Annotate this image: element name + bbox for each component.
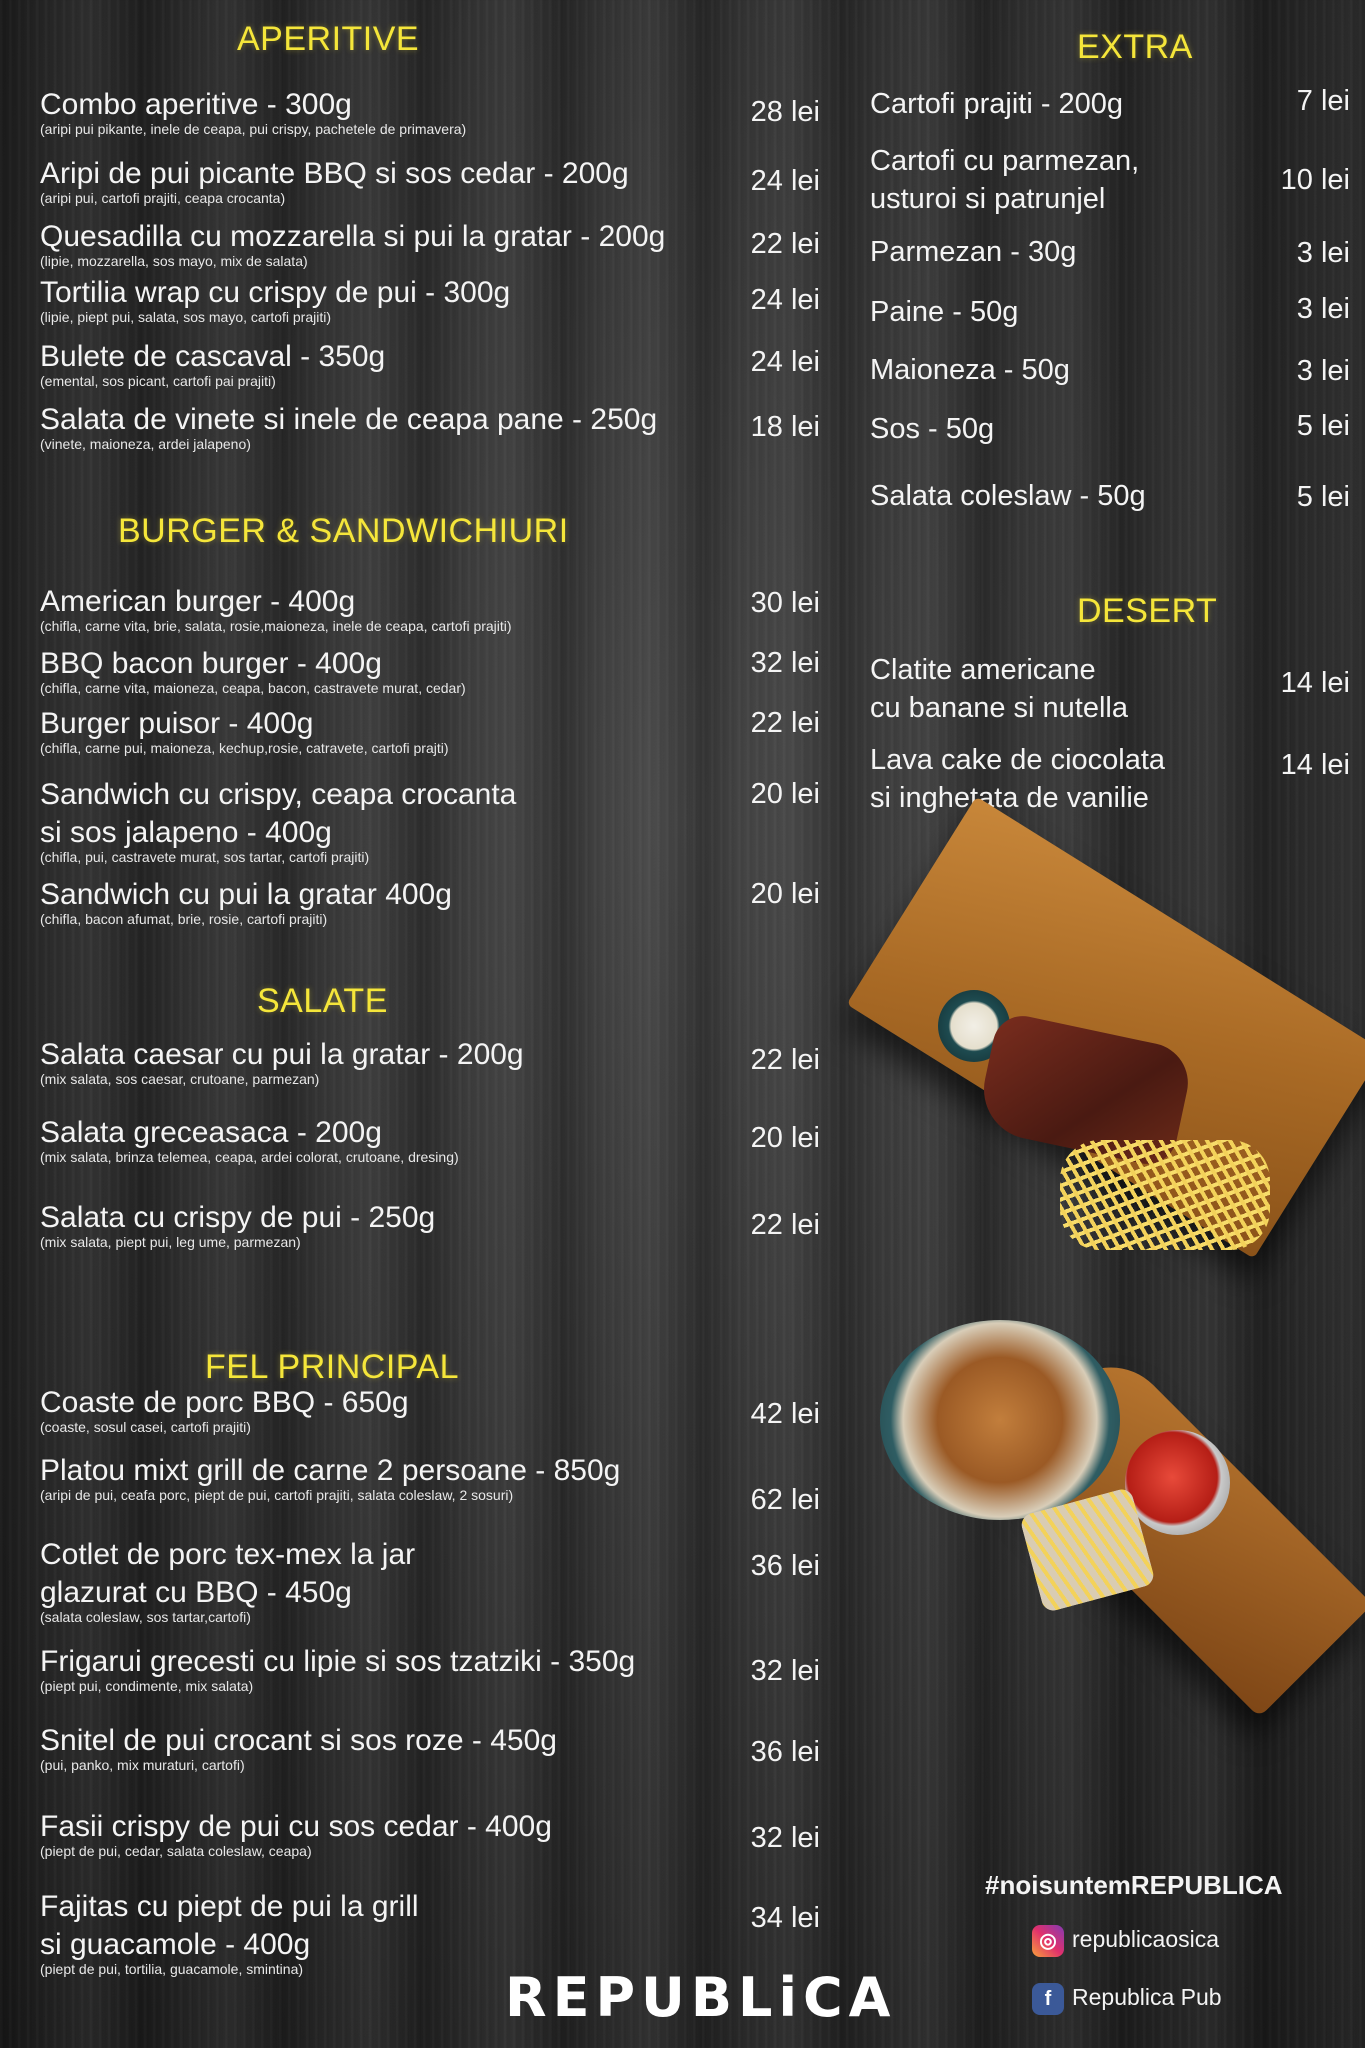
item-price: 42 lei: [750, 1398, 820, 1430]
item-price: 7 lei: [1296, 85, 1350, 117]
item-price: 10 lei: [1280, 164, 1350, 196]
menu-item: [40, 1384, 820, 1435]
item-name: Aripi de pui picante BBQ si sos cedar - 200g: [40, 157, 629, 190]
item-price: 24 lei: [750, 165, 820, 197]
menu-item: [40, 401, 820, 452]
item-price: 5 lei: [1296, 410, 1350, 442]
item-name: Sos - 50g: [870, 413, 995, 445]
item-name: BBQ bacon burger - 400g: [40, 647, 382, 680]
item-name: Sandwich cu pui la gratar 400g: [40, 878, 452, 911]
item-name: Cartofi cu parmezan, usturoi si patrunjel: [870, 145, 1140, 215]
item-name: Salata de vinete si inele de ceapa pane - 250g: [40, 403, 658, 436]
menu-item: [870, 85, 1350, 123]
item-name: Fajitas cu piept de pui la grill si guacamole - 400g: [40, 1890, 419, 1961]
item-description: (lipie, mozzarella, sos mayo, mix de salata): [40, 253, 308, 269]
item-name: Tortilia wrap cu crispy de pui - 300g: [40, 276, 511, 309]
item-name: Salata greceasaca - 200g: [40, 1116, 382, 1149]
item-description: (chifla, carne pui, maioneza, kechup,rosie, catravete, cartofi prajti): [40, 740, 449, 756]
item-price: 3 lei: [1296, 293, 1350, 325]
item-name: Parmezan - 30g: [870, 236, 1077, 268]
item-name: Bulete de cascaval - 350g: [40, 340, 386, 373]
item-price: 36 lei: [750, 1736, 820, 1768]
item-name: Frigarui grecesti cu lipie si sos tzatziki - 350g: [40, 1645, 636, 1678]
item-price: 20 lei: [750, 878, 820, 910]
menu-item: [870, 410, 1350, 448]
item-price: 32 lei: [750, 647, 820, 679]
item-price: 62 lei: [750, 1484, 820, 1516]
facebook-icon: f: [1032, 1983, 1064, 2015]
menu-item: [870, 477, 1350, 515]
item-name: Burger puisor - 400g: [40, 707, 314, 740]
facebook-label: Republica Pub: [1072, 1984, 1222, 2011]
item-name: Quesadilla cu mozzarella si pui la gratar - 200g: [40, 220, 666, 253]
menu-item: [40, 645, 820, 696]
item-name: Combo aperitive - 300g: [40, 88, 352, 121]
item-price: 32 lei: [750, 1822, 820, 1854]
instagram-handle[interactable]: [1032, 1925, 1219, 1957]
menu-item: [40, 1808, 820, 1859]
item-description: (lipie, piept pui, salata, sos mayo, cartofi prajiti): [40, 309, 332, 325]
item-name: Maioneza - 50g: [870, 354, 1070, 386]
menu-item: [40, 583, 820, 634]
section-title-burger: BURGER & SANDWICHIURI: [118, 512, 569, 550]
facebook-page[interactable]: [1032, 1983, 1222, 2015]
item-description: (coaste, sosul casei, cartofi prajiti): [40, 1419, 251, 1435]
item-price: 22 lei: [750, 1044, 820, 1076]
item-name: Salata caesar cu pui la gratar - 200g: [40, 1038, 524, 1071]
item-description: (mix salata, piept pui, leg ume, parmezan): [40, 1234, 301, 1250]
menu-item: [40, 1036, 820, 1087]
item-description: (mix salata, brinza telemea, ceapa, ardei colorat, crutoane, dresing): [40, 1149, 459, 1165]
section-title-aperitive: APERITIVE: [237, 20, 420, 58]
item-description: (aripi de pui, ceafa porc, piept de pui, cartofi prajiti, salata coleslaw, 2 sosuri): [40, 1487, 514, 1503]
menu-item: [40, 1643, 820, 1694]
item-price: 32 lei: [750, 1655, 820, 1687]
menu-item: [870, 233, 1350, 271]
item-description: (chifla, pui, castravete murat, sos tartar, cartofi prajiti): [40, 849, 370, 865]
item-description: (piept de pui, cedar, salata coleslaw, ceapa): [40, 1843, 312, 1859]
item-name: Salata coleslaw - 50g: [870, 480, 1146, 512]
item-price: 18 lei: [750, 411, 820, 443]
menu-item: [40, 1114, 820, 1165]
menu-item: [40, 1722, 820, 1773]
item-price: 22 lei: [750, 228, 820, 260]
ketchup-bowl-image: [1125, 1430, 1230, 1535]
item-description: (salata coleslaw, sos tartar,cartofi): [40, 1609, 251, 1625]
section-title-desert: DESERT: [1077, 592, 1218, 630]
item-name: Cotlet de porc tex-mex la jar glazurat cu BBQ - 450g: [40, 1538, 416, 1609]
item-name: Platou mixt grill de carne 2 persoane - 850g: [40, 1454, 621, 1487]
item-description: (chifla, bacon afumat, brie, rosie, cartofi prajiti): [40, 911, 328, 927]
menu-item: [40, 1199, 820, 1250]
section-title-extra: EXTRA: [1077, 28, 1193, 66]
menu-item: [40, 1452, 820, 1516]
menu-item: [870, 142, 1350, 218]
item-description: (piept pui, condimente, mix salata): [40, 1678, 254, 1694]
fries-image: [1060, 1140, 1270, 1250]
item-description: (chifla, carne vita, maioneza, ceapa, bacon, castravete murat, cedar): [40, 680, 466, 696]
item-price: 20 lei: [750, 1122, 820, 1154]
item-name: Paine - 50g: [870, 296, 1019, 328]
item-description: (chifla, carne vita, brie, salata, rosie,maioneza, inele de ceapa, cartofi prajiti): [40, 618, 512, 634]
instagram-icon: ◎: [1032, 1925, 1064, 1957]
item-name: American burger - 400g: [40, 585, 356, 618]
item-name: Snitel de pui crocant si sos roze - 450g: [40, 1724, 557, 1757]
item-price: 30 lei: [750, 587, 820, 619]
menu-item: [40, 86, 820, 137]
menu-item: [40, 218, 820, 269]
item-name: Salata cu crispy de pui - 250g: [40, 1201, 436, 1234]
item-price: 3 lei: [1296, 355, 1350, 387]
item-description: (vinete, maioneza, ardei jalapeno): [40, 436, 251, 452]
section-title-salate: SALATE: [257, 982, 388, 1020]
item-name: Cartofi prajiti - 200g: [870, 88, 1124, 120]
instagram-label: republicaosica: [1072, 1926, 1220, 1953]
item-name: Fasii crispy de pui cu sos cedar - 400g: [40, 1810, 552, 1843]
section-title-fel-principal: FEL PRINCIPAL: [205, 1348, 460, 1386]
item-price: 5 lei: [1296, 481, 1350, 513]
menu-item: [40, 776, 820, 865]
item-price: 28 lei: [750, 96, 820, 128]
item-price: 36 lei: [750, 1550, 820, 1582]
menu-item: [40, 338, 820, 389]
item-price: 24 lei: [750, 346, 820, 378]
menu-item: [40, 1536, 820, 1625]
item-description: (emental, sos picant, cartofi pai prajiti): [40, 373, 276, 389]
item-description: (aripi pui, cartofi prajiti, ceapa crocanta): [40, 190, 286, 206]
menu-item: [870, 651, 1350, 727]
chicken-basket-image: [880, 1320, 1120, 1520]
item-price: 24 lei: [750, 284, 820, 316]
menu-item: [40, 876, 820, 927]
item-price: 14 lei: [1280, 667, 1350, 699]
item-price: 20 lei: [750, 778, 820, 810]
menu-item: [870, 351, 1350, 389]
item-price: 34 lei: [750, 1902, 820, 1934]
item-name: Coaste de porc BBQ - 650g: [40, 1386, 409, 1419]
menu-item: [40, 274, 820, 325]
republica-logo: REPUBLiCA: [505, 1966, 897, 2029]
menu-item: [870, 293, 1350, 331]
item-price: 22 lei: [750, 707, 820, 739]
item-name: Clatite americane cu banane si nutella: [870, 654, 1128, 724]
item-description: (aripi pui pikante, inele de ceapa, pui crispy, pachetele de primavera): [40, 121, 467, 137]
hashtag-text: #noisuntemREPUBLICA: [985, 1870, 1283, 1900]
item-description: (pui, panko, mix muraturi, cartofi): [40, 1757, 245, 1773]
menu-item: [40, 155, 820, 206]
item-price: 14 lei: [1280, 749, 1350, 781]
menu-item: [40, 1888, 820, 1977]
item-description: (piept de pui, tortilia, guacamole, smintina): [40, 1961, 304, 1977]
item-description: (mix salata, sos caesar, crutoane, parmezan): [40, 1071, 320, 1087]
menu-item: [870, 741, 1350, 817]
item-price: 22 lei: [750, 1209, 820, 1241]
item-name: Sandwich cu crispy, ceapa crocanta si sos jalapeno - 400g: [40, 778, 517, 849]
item-price: 3 lei: [1296, 237, 1350, 269]
menu-item: [40, 705, 820, 756]
item-name: Lava cake de ciocolata si inghetata de vanilie: [870, 744, 1166, 814]
